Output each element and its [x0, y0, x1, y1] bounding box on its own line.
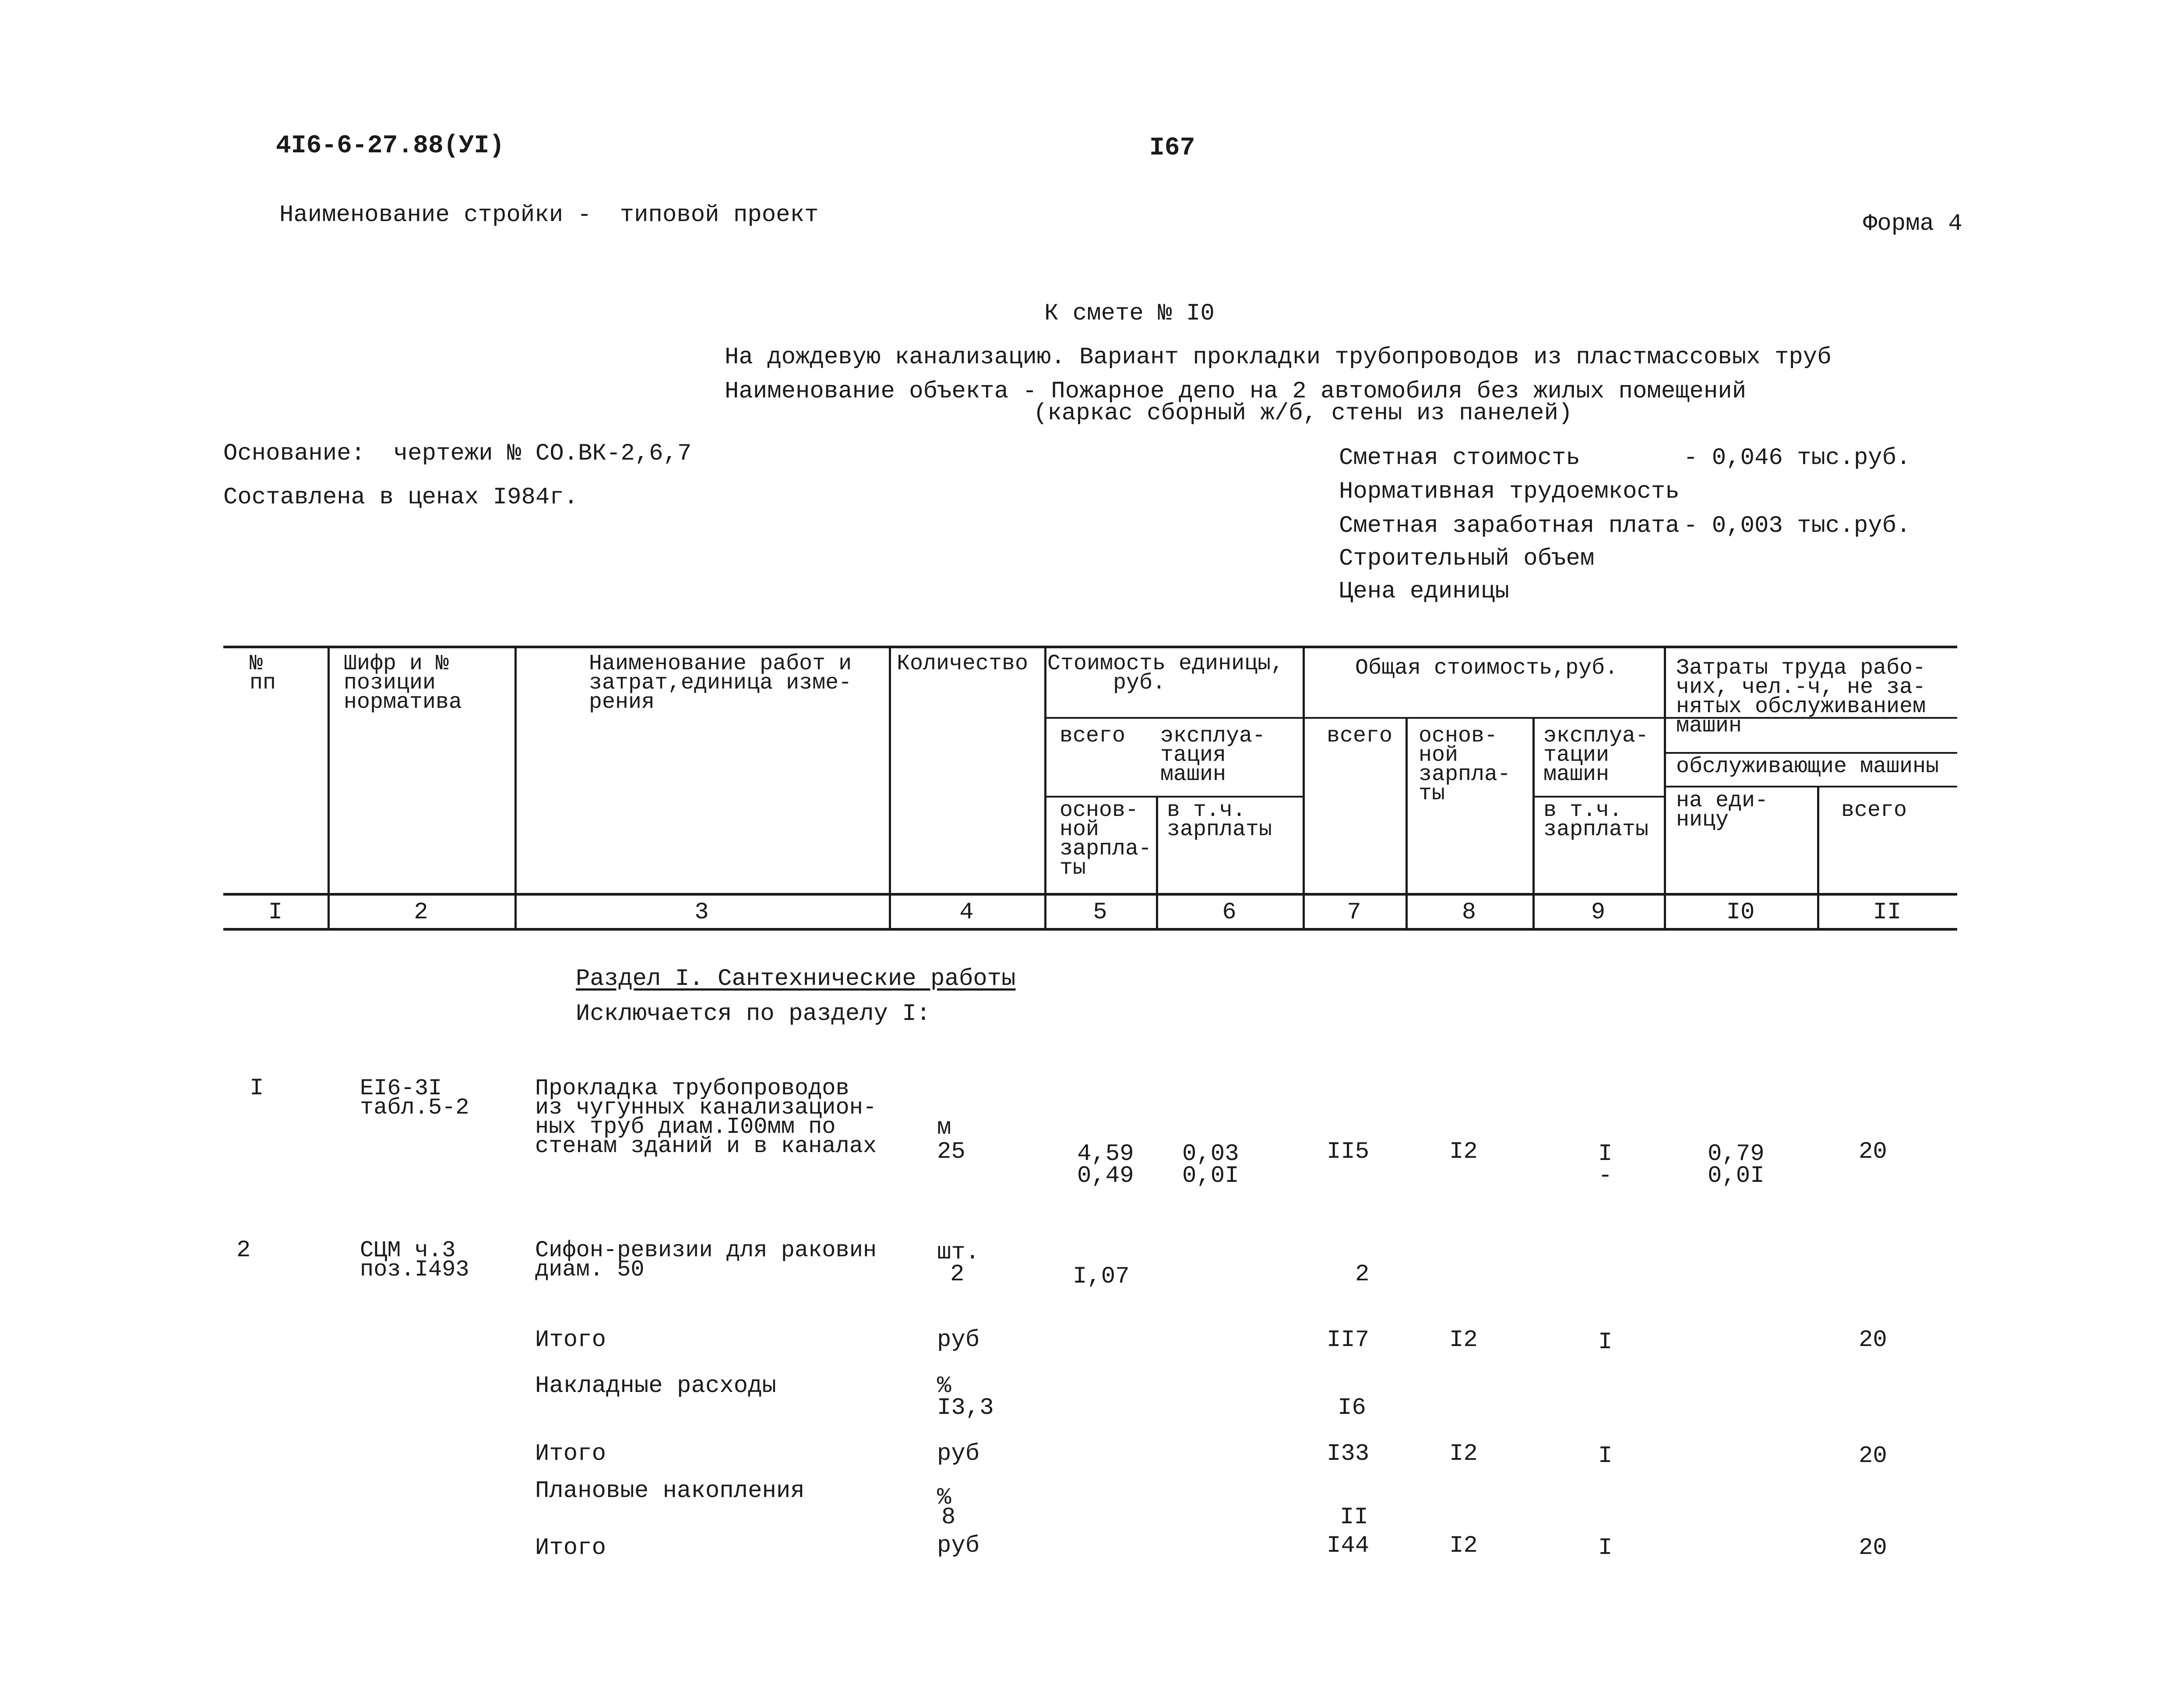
col-name-header: Наименование работ и затрат,единица изме- рения [589, 651, 852, 715]
title-line-1: На дождевую канализацию. Вариант прокладки трубопроводов из пластмассовых труб [725, 344, 1832, 371]
col-9b-header: в т.ч. зарплаты [1543, 798, 1649, 842]
col-number: 7 [1347, 899, 1361, 926]
smetnaya-label: Сметная стоимость [1339, 445, 1580, 471]
total-label: Итого [535, 1441, 606, 1467]
col-number: 8 [1462, 899, 1476, 926]
savings-unit: % [937, 1484, 951, 1511]
total-label: Итого [535, 1535, 606, 1561]
overhead-c7: I6 [1338, 1395, 1366, 1421]
section-excluded: Исключается по разделу I: [576, 1001, 931, 1027]
col-num-header: № пп [250, 651, 276, 696]
col-qty-header: Количество [897, 651, 1029, 676]
total-c9: I [1598, 1443, 1613, 1469]
total-unit: руб [937, 1532, 980, 1559]
doc-code: 4I6-6-27.88(УI) [276, 132, 505, 160]
savings-c7: II [1340, 1504, 1368, 1531]
cena-label: Цена единицы [1339, 578, 1509, 605]
osnovanie: Основание: чертежи № СО.ВК-2,6,7 [223, 440, 692, 467]
col-5b-header: основ- ной зарпла- ты [1060, 798, 1152, 881]
total-c11: 20 [1859, 1327, 1887, 1353]
total-c8: I2 [1449, 1441, 1478, 1467]
row-code: СЦМ ч.3 поз.I493 [360, 1237, 469, 1283]
row-qty: 25 [937, 1139, 965, 1165]
row-c10b: 0,0I [1708, 1163, 1765, 1189]
total-label: Итого [535, 1327, 606, 1353]
col-number: I0 [1726, 899, 1755, 926]
prices-year: Составлена в ценах I984г. [223, 484, 578, 511]
row-c6: 0,03 [1182, 1141, 1239, 1167]
row-code: ЕI6-3I табл.5-2 [360, 1075, 469, 1121]
row-c9b: - [1598, 1163, 1613, 1189]
col-number: II [1873, 899, 1902, 926]
col-5-header: всего [1060, 724, 1126, 749]
smetnaya-value: - 0,046 тыс.руб. [1684, 445, 1911, 471]
col-code-header: Шифр и № позиции норматива [344, 651, 462, 715]
section-title: Раздел I. Сантехнические работы [576, 966, 1016, 992]
row-c5: 4,59 [1077, 1141, 1134, 1167]
col-9-header: эксплуа- тации машин [1543, 724, 1649, 787]
col-number: 6 [1222, 899, 1236, 926]
col-number: 3 [694, 899, 709, 926]
zarplata-value: - 0,003 тыс.руб. [1684, 513, 1911, 539]
col-6b-header: в т.ч. зарплаты [1167, 798, 1272, 842]
row-number: I [250, 1075, 264, 1102]
row-c6b: 0,0I [1182, 1163, 1239, 1189]
col-8-header: основ- ной зарпла- ты [1419, 724, 1511, 806]
row-qty: 2 [950, 1261, 965, 1288]
zarplata-label: Сметная заработная плата [1339, 513, 1680, 539]
overhead-rate: I3,3 [937, 1395, 994, 1421]
col-labor-sub-header: обслуживающие машины [1676, 754, 1939, 779]
total-unit: руб [937, 1441, 980, 1467]
total-c9: I [1598, 1329, 1613, 1356]
row-c5: I,07 [1073, 1263, 1130, 1290]
row-c11: 20 [1859, 1139, 1887, 1165]
row-c7: 2 [1355, 1261, 1370, 1288]
total-c8: I2 [1449, 1532, 1478, 1559]
title-line-3: (каркас сборный ж/б, стены из панелей) [1033, 400, 1573, 427]
row-name: Прокладка трубопроводов из чугунных канализацион- ных труб диам.I00мм по стенам зданий и в каналах [535, 1075, 877, 1159]
page-number: I67 [1149, 134, 1195, 162]
row-c10: 0,79 [1708, 1141, 1765, 1167]
col-total-cost-header: Общая стоимость,руб. [1355, 656, 1618, 681]
col-11-header: всего [1841, 798, 1907, 823]
total-c11: 20 [1859, 1443, 1887, 1469]
stroika-name: Наименование стройки - типовой проект [279, 202, 819, 228]
overhead-unit: % [937, 1373, 951, 1399]
total-unit: руб [937, 1327, 980, 1353]
overhead-label: Накладные расходы [535, 1373, 776, 1399]
col-labor-header: Затраты труда рабо- чих, чел.-ч, не за- нятых обслуживанием машин [1676, 656, 1926, 738]
row-c7: II5 [1327, 1139, 1370, 1165]
row-c8: I2 [1449, 1139, 1478, 1165]
total-c11: 20 [1859, 1535, 1887, 1561]
smeta-number: К смете № I0 [1044, 300, 1215, 327]
row-unit: м [937, 1114, 951, 1141]
trudoemkost-label: Нормативная трудоемкость [1339, 478, 1680, 505]
total-c7: II7 [1327, 1327, 1370, 1353]
col-number: 4 [959, 899, 974, 926]
total-c8: I2 [1449, 1327, 1478, 1353]
col-number: 2 [414, 899, 428, 926]
row-c9: I [1598, 1141, 1613, 1167]
savings-rate: 8 [941, 1504, 956, 1531]
col-number: I [268, 899, 283, 926]
row-name: Сифон-ревизии для раковин диам. 50 [535, 1237, 877, 1283]
obem-label: Строительный объем [1339, 545, 1595, 572]
title-line-2: Наименование объекта - Пожарное депо на 2 автомобиля без жилых помещений [725, 378, 1747, 405]
col-unit-cost-header: Стоимость единицы, руб. [1047, 651, 1284, 696]
col-6-header: эксплуа- тация машин [1160, 724, 1266, 787]
forma-label: Форма 4 [1863, 211, 1962, 237]
col-number: 5 [1093, 899, 1107, 926]
savings-label: Плановые накопления [535, 1478, 805, 1504]
row-number: 2 [236, 1237, 251, 1264]
total-c7: I33 [1327, 1441, 1370, 1467]
total-c7: I44 [1327, 1532, 1370, 1559]
row-unit: шт. [937, 1239, 980, 1266]
row-c5b: 0,49 [1077, 1163, 1134, 1189]
total-c9: I [1598, 1535, 1613, 1561]
col-7-header: всего [1327, 724, 1393, 749]
col-10-header: на еди- ницу [1676, 788, 1768, 833]
col-number: 9 [1591, 899, 1606, 926]
